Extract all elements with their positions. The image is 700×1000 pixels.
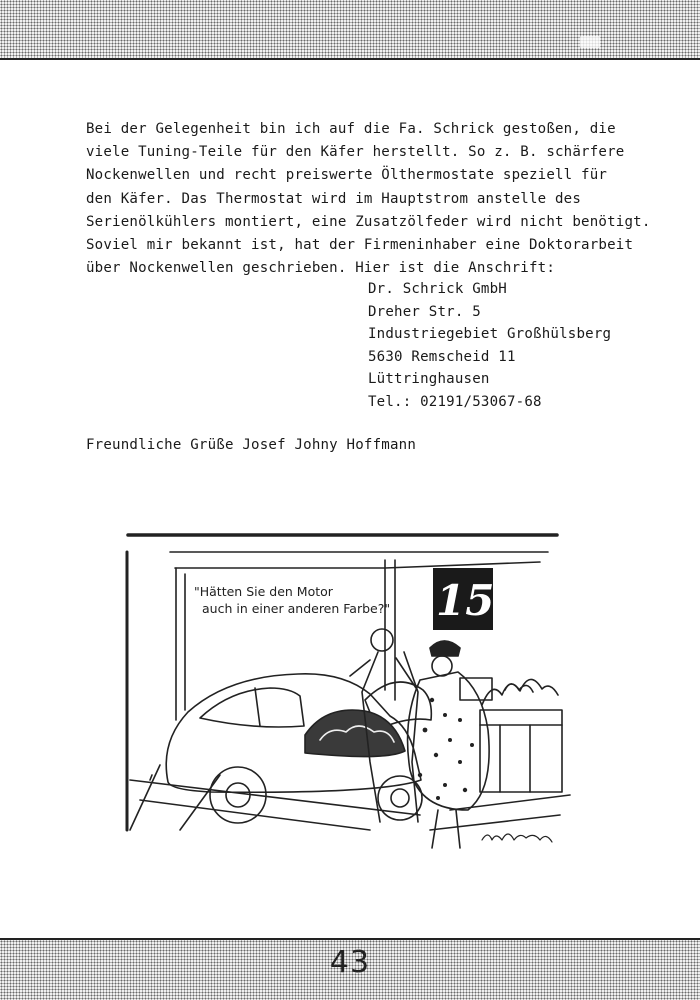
closing-greeting: Freundliche Grüße Josef Johny Hoffmann bbox=[86, 437, 417, 453]
header-halftone-band bbox=[0, 0, 700, 60]
corner-mark bbox=[580, 36, 600, 48]
letter-body bbox=[86, 118, 656, 280]
address-block bbox=[368, 278, 611, 414]
address-line: Lüttringhausen bbox=[368, 371, 490, 388]
address-line: Industriegebiet Großhülsberg bbox=[368, 326, 612, 343]
page-number: 43 bbox=[329, 945, 371, 980]
caption-line: "Hätten Sie den Motor bbox=[194, 584, 333, 599]
address-line: Tel.: 02191/53067-68 bbox=[368, 393, 542, 410]
address-line: Dreher Str. 5 bbox=[368, 303, 481, 320]
address-line: Dr. Schrick GmbH bbox=[368, 281, 507, 297]
cartoon-illustration bbox=[120, 530, 580, 870]
body-line: den Käfer. Das Thermostat wird im Hauptstrom anstelle des bbox=[86, 190, 582, 207]
body-line: über Nockenwellen geschrieben. Hier ist die Anschrift: bbox=[86, 260, 555, 277]
body-line: Bei der Gelegenheit bin ich auf die Fa. Schrick gestoßen, die bbox=[86, 121, 616, 137]
caption-line: auch in einer anderen Farbe?" bbox=[202, 601, 391, 616]
body-line: Soviel mir bekannt ist, hat der Firmeninhaber eine Doktorarbeit bbox=[86, 237, 634, 254]
address-line: 5630 Remscheid 11 bbox=[368, 348, 516, 365]
poster-number: 15 bbox=[436, 576, 495, 625]
cartoon-caption bbox=[194, 583, 434, 617]
body-line: Serienölkühlers montiert, eine Zusatzölfeder wird nicht benötigt. bbox=[86, 213, 651, 230]
body-line: viele Tuning-Teile für den Käfer herstellt. So z. B. schärfere bbox=[86, 144, 625, 161]
body-line: Nockenwellen und recht preiswerte Ölthermostate speziell für bbox=[86, 167, 608, 184]
